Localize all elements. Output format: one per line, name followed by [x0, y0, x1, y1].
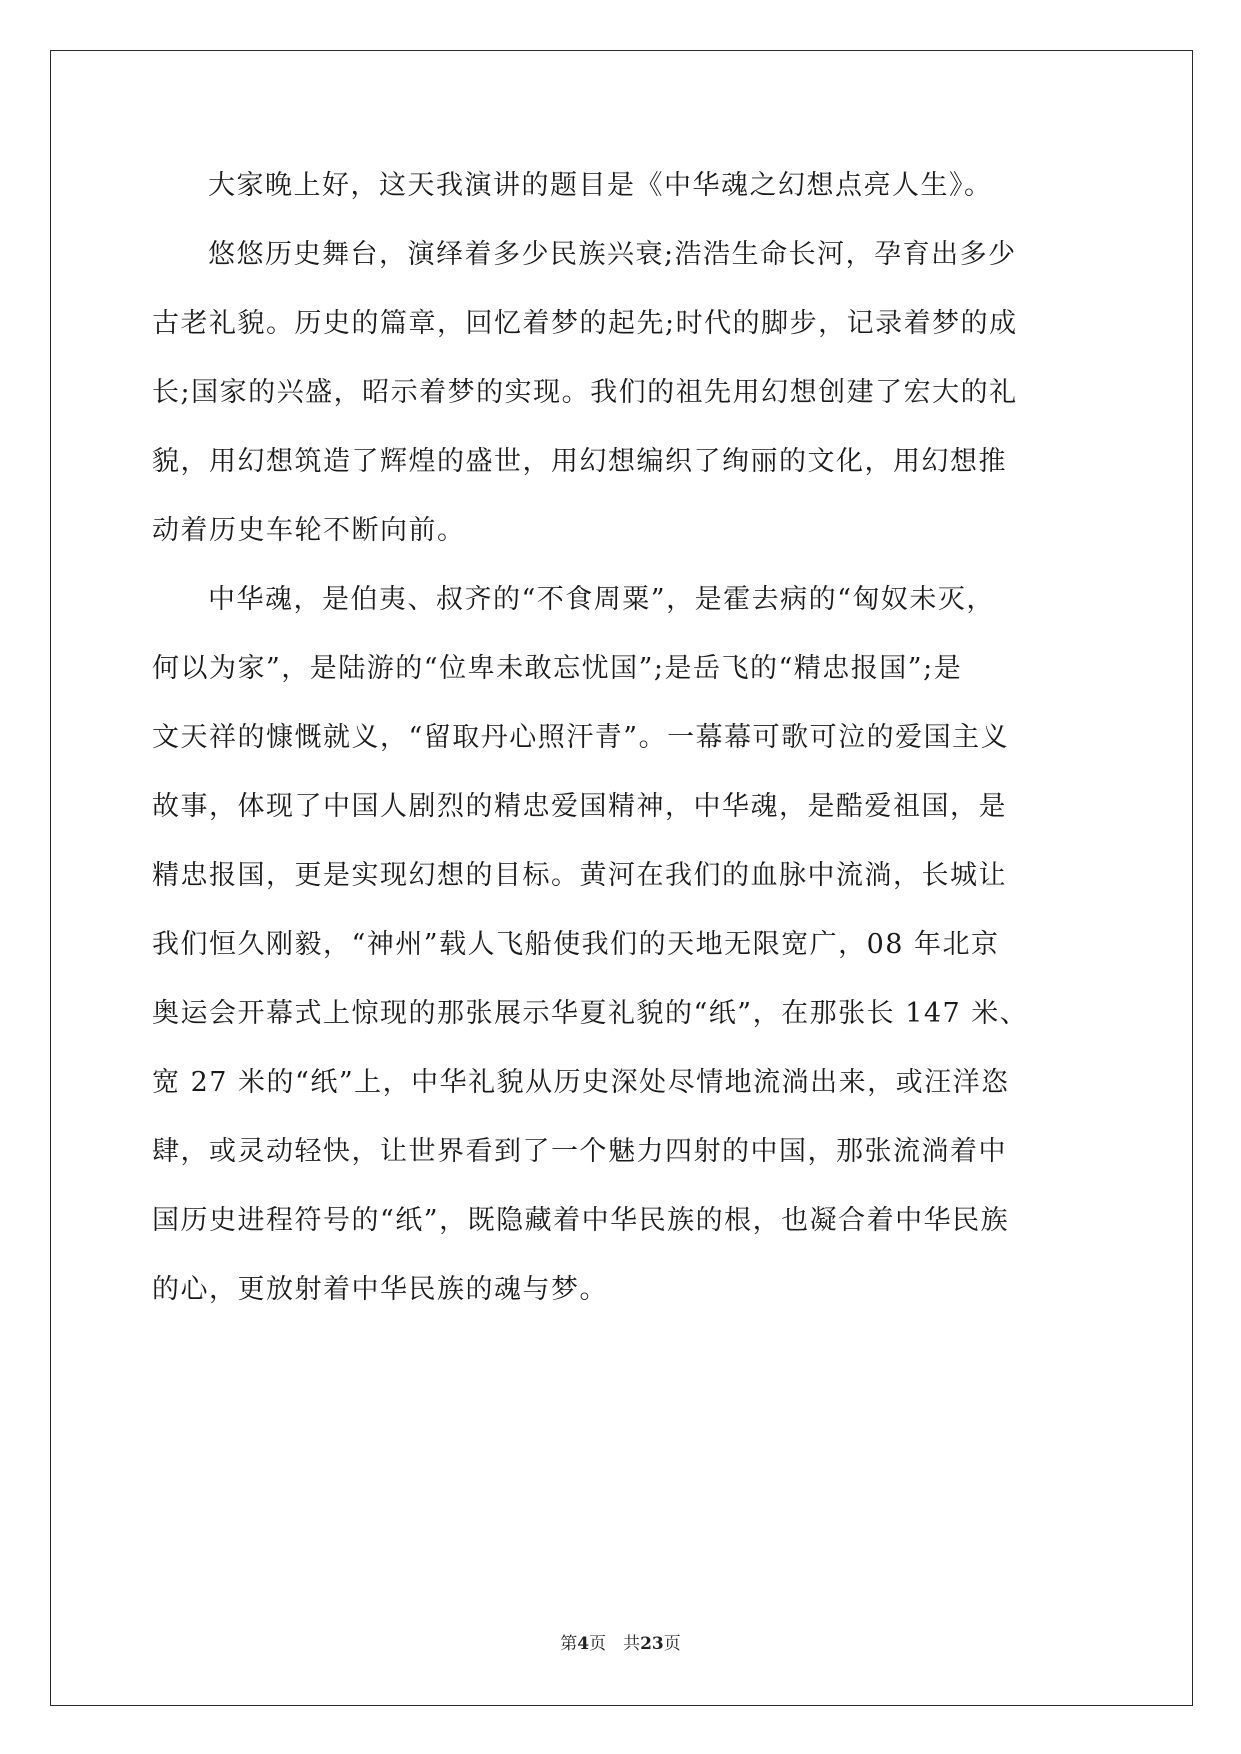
total-pages-number: 23 [640, 1634, 664, 1654]
paragraph-line: 肆，或灵动轻快，让世界看到了一个魅力四射的中国，那张流淌着中 [152, 1136, 1007, 1167]
paragraph-line: 奥运会开幕式上惊现的那张展示华夏礼貌的“纸”，在那张长 147 米、 [152, 998, 1029, 1029]
paragraph-line: 何以为家”，是陆游的“位卑未敢忘忧国”;是岳飞的“精忠报国”;是 [152, 653, 963, 684]
paragraph-line: 动着历史车轮不断向前。 [152, 515, 466, 546]
footer-prefix: 第 [560, 1634, 578, 1654]
page-footer [0, 1632, 1241, 1656]
paragraph-line: 我们恒久刚毅，“神州”载人飞船使我们的天地无限宽广，08 年北京 [152, 929, 1000, 960]
paragraph-line: 的心，更放射着中华民族的魂与梦。 [152, 1274, 608, 1305]
paragraph-line: 长;国家的兴盛，昭示着梦的实现。我们的祖先用幻想创建了宏大的礼 [152, 377, 1018, 408]
footer-suffix: 页 [663, 1634, 681, 1654]
paragraph-line: 精忠报国，更是实现幻想的目标。黄河在我们的血脉中流淌，长城让 [152, 860, 1007, 891]
current-page-number: 4 [577, 1634, 590, 1654]
paragraph-line: 貌，用幻想筑造了辉煌的盛世，用幻想编织了绚丽的文化，用幻想推 [152, 446, 1007, 477]
paragraph-line: 文天祥的慷慨就义，“留取丹心照汗青”。一幕幕可歌可泣的爱国主义 [152, 722, 1010, 753]
paragraph-line: 中华魂，是伯夷、叔齐的“不食周粟”，是霍去病的“匈奴未灭， [208, 584, 995, 615]
footer-middle: 页 共 [589, 1634, 641, 1654]
paragraph-line: 故事，体现了中国人剧烈的精忠爱国精神，中华魂，是酷爱祖国，是 [152, 791, 1007, 822]
paragraph-line: 古老礼貌。历史的篇章，回忆着梦的起先;时代的脚步，记录着梦的成 [152, 308, 1018, 339]
paragraph-line: 大家晚上好，这天我演讲的题目是《中华魂之幻想点亮人生》。 [208, 170, 993, 201]
paragraph-line: 悠悠历史舞台，演绎着多少民族兴衰;浩浩生命长河，孕育出多少 [208, 239, 1017, 270]
paragraph-line: 国历史进程符号的“纸”，既隐藏着中华民族的根，也凝合着中华民族 [152, 1205, 1010, 1236]
paragraph-line: 宽 27 米的“纸”上，中华礼貌从历史深处尽情地流淌出来，或汪洋恣 [152, 1067, 1010, 1098]
